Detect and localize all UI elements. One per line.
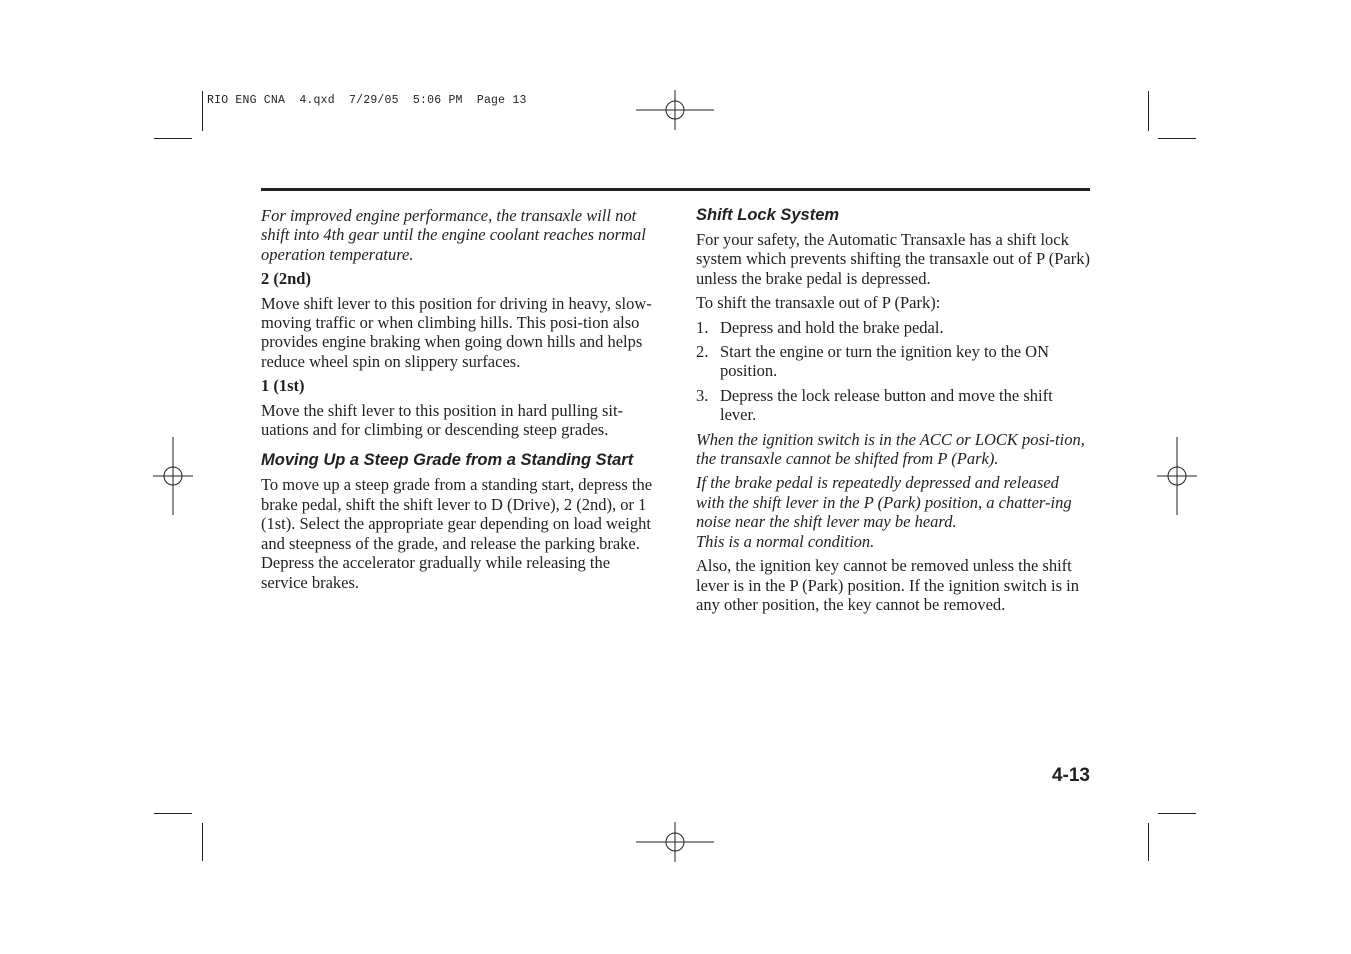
crop-mark-bottom-right-horizontal [1158, 813, 1196, 814]
shift-steps-list [696, 318, 1091, 425]
steep-grade-heading: Moving Up a Steep Grade from a Standing Start [261, 451, 634, 470]
crop-mark-bottom-right-vertical [1148, 823, 1149, 861]
normal-condition-note: This is a normal condition. [696, 531, 875, 551]
step-text: Depress the lock release button and move the shift lever. [720, 385, 1053, 425]
page-number: 4-13 [1051, 765, 1090, 786]
acc-lock-note: When the ignition switch is in the ACC or LOCK posi-tion, the transaxle cannot be shifted from P (Park). [696, 429, 1085, 469]
list-item [696, 318, 1091, 337]
registration-mark-left-icon [134, 437, 212, 515]
list-item [696, 342, 1091, 381]
transaxle-4th-gear-note: For improved engine performance, the transaxle will not shift into 4th gear until the engine coolant reaches normal operation temperature. [261, 206, 646, 264]
step-text: Depress and hold the brake pedal. [720, 317, 944, 337]
crop-mark-bottom-left-vertical [202, 823, 203, 861]
first-gear-heading: 1 (1st) [261, 376, 305, 396]
registration-mark-bottom-icon [636, 803, 714, 881]
crop-mark-top-left-horizontal [154, 138, 192, 139]
second-gear-text: Move shift lever to this position for driving in heavy, slow-moving traffic or when climbing hills. This posi-tion also provides engine braking when going down hills and helps reduce wheel spin on slippery surfaces. [261, 293, 652, 371]
registration-mark-right-icon [1138, 437, 1216, 515]
header-rule [261, 188, 1090, 191]
step-number: 2. [696, 342, 709, 362]
crop-mark-top-right-horizontal [1158, 138, 1196, 139]
shift-lock-heading: Shift Lock System [696, 206, 840, 224]
first-gear-text: Move the shift lever to this position in hard pulling sit-uations and for climbing or descending steep grades. [261, 400, 624, 440]
crop-mark-bottom-left-horizontal [154, 813, 192, 814]
ignition-key-text: Also, the ignition key cannot be removed unless the shift lever is in the P (Park) position. If the ignition switch is in any other position, the key cannot be removed. [696, 556, 1079, 614]
registration-mark-top-icon [636, 71, 714, 149]
left-column [261, 206, 656, 597]
steep-grade-text: To move up a steep grade from a standing start, depress the brake pedal, shift the shift lever to D (Drive), 2 (2nd), or 1 (1st). Select the appropriate gear depending on load weight and steepness of the grade, and release the parking brake. Depress the accelerator gradually while releasing the service brakes. [261, 475, 653, 592]
chatter-noise-note: If the brake pedal is repeatedly depressed and released with the shift lever in the P (Park) position, a chatter-ing noise near the shift lever may be heard. [696, 473, 1072, 532]
step-text: Start the engine or turn the ignition key to the ON position. [720, 342, 1050, 381]
crop-mark-top-right-vertical [1148, 91, 1149, 131]
step-number: 3. [696, 385, 709, 405]
right-column [696, 206, 1091, 619]
print-slug: RIO ENG CNA 4.qxd 7/29/05 5:06 PM Page 13 [207, 94, 527, 107]
list-item [696, 386, 1091, 425]
step-number: 1. [696, 317, 709, 337]
shift-lock-intro: For your safety, the Automatic Transaxle has a shift lock system which prevents shifting the transaxle out of P (Park) unless the brake pedal is depressed. [696, 230, 1090, 288]
second-gear-heading: 2 (2nd) [261, 269, 311, 289]
steps-intro: To shift the transaxle out of P (Park): [696, 293, 941, 313]
crop-mark-top-left-vertical [202, 91, 203, 131]
